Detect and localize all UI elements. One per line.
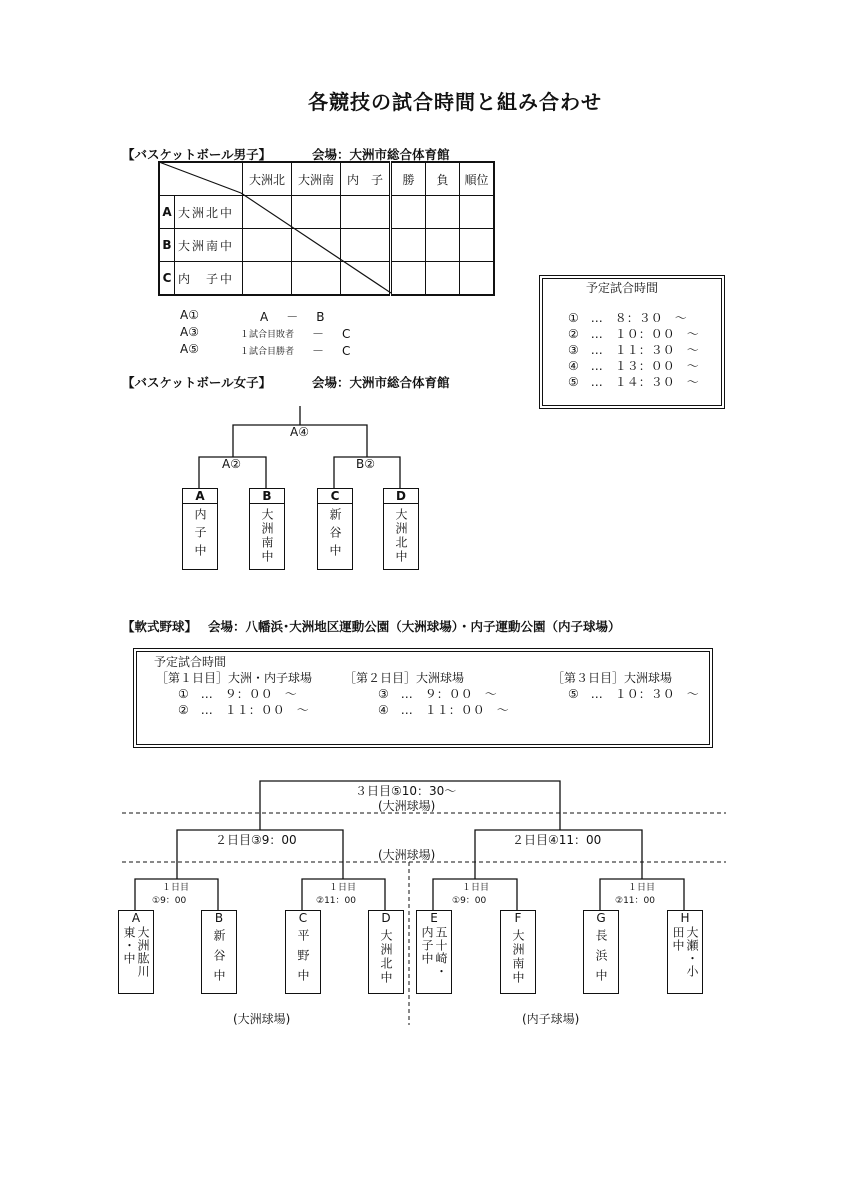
baseball-semi-label: ２日目③9：00 [215, 833, 297, 847]
col-header: 大洲北 [243, 162, 292, 196]
row-team: 大洲北中 [175, 196, 243, 229]
schedule-item: ① … ９：００ ～ [178, 687, 297, 701]
bb-women-heading: 【バスケットボール女子】 [122, 375, 272, 390]
page-title: 各競技の試合時間と組み合わせ [308, 90, 602, 114]
team-id: C [318, 489, 352, 504]
schedule-item: ③ … １１：３０ ～ [568, 343, 699, 357]
team-id: D [381, 911, 391, 925]
team-name: 大瀬・小田中 [671, 926, 699, 978]
team-name: 平野中 [296, 929, 310, 989]
team-box [667, 910, 703, 994]
team-box [583, 910, 619, 994]
baseball-schedule-box [133, 648, 713, 748]
match-no: A③ [180, 325, 199, 339]
match-no: A① [180, 308, 199, 322]
schedule-item: ④ … １３：００ ～ [568, 359, 699, 373]
team-box [249, 488, 285, 570]
match-desc: － C [312, 344, 354, 358]
team-id: E [430, 911, 438, 925]
schedule-item: ⑤ … １４：３０ ～ [568, 375, 699, 389]
team-box [368, 910, 404, 994]
women-final-label: A④ [290, 425, 309, 439]
bb-men-heading: 【バスケットボール男子】 [122, 147, 272, 162]
match-no: A⑤ [180, 342, 199, 356]
row-team: 大洲南中 [175, 229, 243, 262]
col-header: 順位 [460, 162, 495, 196]
r1-time: ②11：00 [316, 896, 356, 906]
team-name: 大洲肱川東・中 [122, 926, 150, 978]
team-box [500, 910, 536, 994]
schedule-item: ② … １１：００ ～ [178, 703, 309, 717]
col-header: 大洲南 [292, 162, 341, 196]
baseball-semi-venue: (大洲球場) [378, 848, 436, 862]
women-semi-label: A② [222, 457, 241, 471]
schedule-item: ② … １０：００ ～ [568, 327, 699, 341]
team-box [285, 910, 321, 994]
team-name: 新谷中 [328, 508, 342, 562]
venue-label: (内子球場) [522, 1012, 580, 1026]
row-id: A [159, 196, 175, 229]
team-name: 五十崎・内子中 [420, 926, 448, 978]
baseball-semi-label: ２日目④11：00 [512, 833, 602, 847]
schedule-heading: 予定試合時間 [154, 655, 227, 669]
team-id: F [514, 911, 522, 925]
col-header: 内 子 [341, 162, 391, 196]
schedule-item: ① … ８：３０ ～ [568, 311, 687, 325]
team-id: B [250, 489, 284, 504]
team-id: A [131, 911, 141, 925]
col-header: 負 [426, 162, 460, 196]
team-name: 大洲北中 [394, 508, 408, 564]
team-box [118, 910, 154, 994]
team-box [383, 488, 419, 570]
bb-men-venue: 会場：大洲市総合体育館 [312, 147, 450, 162]
match-note: １試合目敗者 [240, 330, 295, 340]
match-note: １試合目勝者 [240, 347, 295, 357]
r1-day: １日目 [462, 883, 490, 893]
day-label: ［第２日目］大洲球場 [344, 671, 465, 685]
r1-time: ②11：00 [615, 896, 655, 906]
baseball-venue: 会場：八幡浜･大洲地区運動公園（大洲球場）・内子運動公園（内子球場） [208, 619, 621, 634]
r1-time: ①9：00 [452, 896, 487, 906]
team-id: B [214, 911, 224, 925]
r1-day: １日目 [628, 883, 656, 893]
bb-women-venue: 会場：大洲市総合体育館 [312, 375, 450, 390]
team-name: 大洲南中 [511, 929, 525, 985]
team-box [182, 488, 218, 570]
team-box [416, 910, 452, 994]
team-box [317, 488, 353, 570]
team-id: D [384, 489, 418, 504]
team-name: 大洲北中 [379, 929, 393, 985]
baseball-heading: 【軟式野球】 [122, 619, 198, 634]
day-label: ［第１日目］大洲・内子球場 [156, 671, 313, 685]
baseball-final-venue: (大洲球場) [378, 799, 436, 813]
r1-day: １日目 [329, 883, 357, 893]
women-semi-label: B② [356, 457, 375, 471]
col-header: 勝 [391, 162, 426, 196]
venue-label: (大洲球場) [233, 1012, 291, 1026]
match-desc: － C [312, 327, 354, 341]
schedule-heading: 予定試合時間 [586, 281, 659, 295]
row-id: C [159, 262, 175, 296]
team-name: 内子中 [193, 508, 207, 562]
r1-day: １日目 [162, 883, 190, 893]
match-desc: A － B [260, 310, 328, 324]
row-team: 内 子中 [175, 262, 243, 296]
team-id: H [680, 911, 690, 925]
team-id: A [183, 489, 217, 504]
baseball-final-label: ３日目⑤10：30～ [355, 784, 457, 798]
team-name: 新谷中 [212, 929, 226, 989]
schedule-item: ⑤ … １０：３０ ～ [568, 687, 699, 701]
r1-time: ①9：00 [152, 896, 187, 906]
schedule-item: ③ … ９：００ ～ [378, 687, 497, 701]
team-box [201, 910, 237, 994]
team-id: C [298, 911, 308, 925]
row-id: B [159, 229, 175, 262]
team-id: G [596, 911, 606, 925]
schedule-item: ④ … １１：００ ～ [378, 703, 509, 717]
team-name: 長浜中 [594, 929, 608, 989]
day-label: ［第３日目］大洲球場 [552, 671, 673, 685]
team-name: 大洲南中 [260, 508, 274, 564]
